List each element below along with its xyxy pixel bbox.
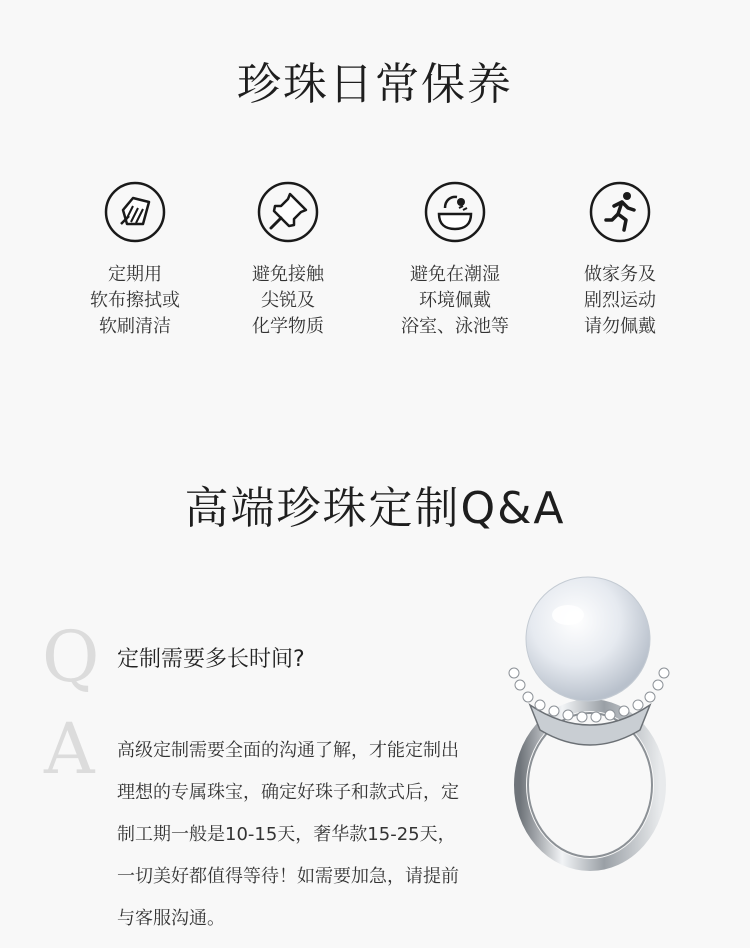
pearl-ring-image	[490, 575, 690, 875]
q-letter: Q	[42, 616, 100, 698]
question-text: 定制需要多长时间?	[117, 647, 305, 672]
a-letter: A	[44, 708, 95, 790]
care-text: 做家务及 剧烈运动 请勿佩戴	[584, 264, 656, 337]
care-text: 避免在潮湿 环境佩戴 浴室、泳池等	[401, 264, 509, 337]
pushpin-icon	[256, 180, 320, 244]
running-person-icon	[588, 180, 652, 244]
cloth-wipe-icon	[103, 180, 167, 244]
care-item-wipe	[55, 180, 215, 340]
care-item-avoid-humid	[375, 180, 535, 340]
bath-tub-icon	[423, 180, 487, 244]
care-item-avoid-exercise	[540, 180, 700, 340]
care-text: 避免接触 尖锐及 化学物质	[252, 264, 324, 337]
care-section-title: 珍珠日常保养	[237, 59, 513, 110]
care-item-avoid-sharp	[208, 180, 368, 340]
answer-text: 高级定制需要全面的沟通了解，才能定制出理想的专属珠宝，确定好珠子和款式后，定制工期一般是10-15天，奢华款15-25天，一切美好都值得等待！如需要加急，请提前与客服沟通。	[117, 740, 459, 929]
care-text: 定期用 软布擦拭或 软刷清洁	[90, 264, 180, 337]
qa-section-title: 高端珍珠定制Q&A	[184, 483, 566, 534]
